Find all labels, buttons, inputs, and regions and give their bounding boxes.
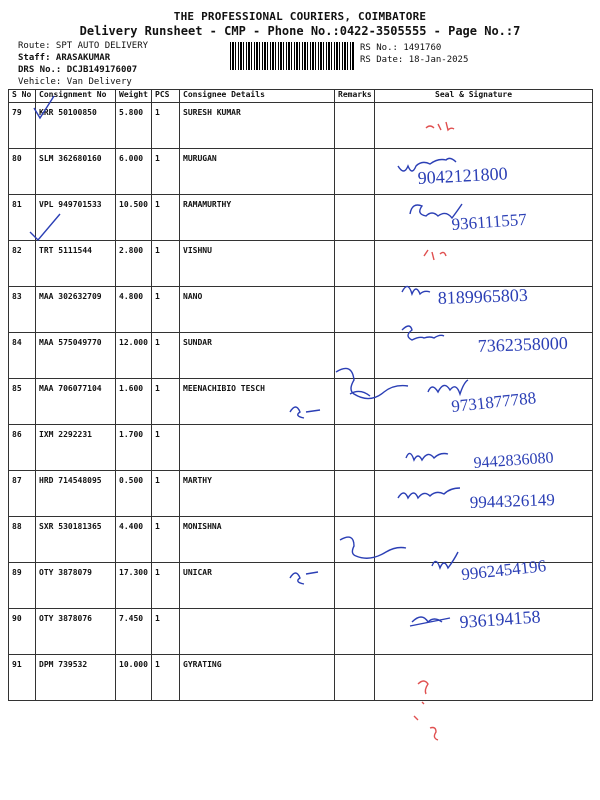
pcs-cell: 1 (152, 333, 180, 379)
sno-cell: 80 (9, 149, 36, 195)
sno-cell: 84 (9, 333, 36, 379)
signature-cell (375, 241, 593, 287)
consignee-cell: MONISHNA (180, 517, 335, 563)
sno-cell: 83 (9, 287, 36, 333)
table-row (9, 425, 593, 471)
signature-cell (375, 655, 593, 701)
remarks-cell (335, 195, 375, 241)
consignment-cell: HRD 714548095 (36, 471, 116, 517)
company-title: THE PROFESSIONAL COURIERS, COIMBATORE (173, 10, 427, 23)
sno-cell: 82 (9, 241, 36, 287)
sno-cell: 87 (9, 471, 36, 517)
sno-cell: 90 (9, 609, 36, 655)
table-row (9, 471, 593, 517)
col-consignment: Consignment No (36, 90, 116, 103)
runsheet-table (8, 89, 593, 701)
route-label: Route: SPT AUTO DELIVERY (18, 41, 149, 51)
weight-cell: 10.500 (116, 195, 152, 241)
runsheet-info-left (18, 40, 148, 88)
pcs-cell: 1 (152, 609, 180, 655)
handwritten-phone: 9042121800 (417, 163, 509, 188)
handwritten-phone: 936194158 (458, 606, 542, 632)
signature-cell (375, 563, 593, 609)
table-row (9, 333, 593, 379)
pcs-cell: 1 (152, 471, 180, 517)
weight-cell: 2.800 (116, 241, 152, 287)
consignee-cell: MEENACHIBIO TESCH (180, 379, 335, 425)
sno-cell: 91 (9, 655, 36, 701)
consignee-cell: RAMAMURTHY (180, 195, 335, 241)
handwritten-phone: 9731877788 (450, 388, 537, 416)
col-remarks: Remarks (335, 90, 375, 103)
table-row (9, 241, 593, 287)
handwritten-phone: 936111557 (450, 209, 528, 234)
sno-cell: 79 (9, 103, 36, 149)
remarks-cell (335, 517, 375, 563)
handwritten-phone: 8189965803 (437, 284, 529, 308)
consignment-cell: MAA 706077104 (36, 379, 116, 425)
weight-cell: 10.000 (116, 655, 152, 701)
rs-date: RS Date: 18-Jan-2025 (360, 55, 469, 65)
consignment-cell: TRT 5111544 (36, 241, 116, 287)
consignment-cell: OTY 3878076 (36, 609, 116, 655)
pcs-cell: 1 (152, 103, 180, 149)
remarks-cell (335, 609, 375, 655)
signature-cell (375, 425, 593, 471)
col-pcs: PCS (152, 90, 180, 103)
col-signature: Seal & Signature (375, 90, 593, 103)
sno-cell: 89 (9, 563, 36, 609)
pcs-cell: 1 (152, 195, 180, 241)
weight-cell: 6.000 (116, 149, 152, 195)
pcs-cell: 1 (152, 655, 180, 701)
consignee-cell: SUNDAR (180, 333, 335, 379)
handwritten-phone: 9442836080 (473, 449, 555, 472)
drs-label: DRS No.: DCJB149176007 (18, 65, 138, 75)
table-row (9, 195, 593, 241)
table-row (9, 609, 593, 655)
pcs-cell: 1 (152, 149, 180, 195)
vehicle-label: Vehicle: Van Delivery (18, 77, 132, 87)
consignment-cell: SLM 362680160 (36, 149, 116, 195)
rs-number: RS No.: 1491760 (360, 43, 442, 53)
consignee-cell: GYRATING (180, 655, 335, 701)
table-row (9, 379, 593, 425)
weight-cell: 4.400 (116, 517, 152, 563)
sno-cell: 85 (9, 379, 36, 425)
staff-label: Staff: ARASAKUMAR (18, 53, 111, 63)
consignee-cell: MARTHY (180, 471, 335, 517)
sno-cell: 88 (9, 517, 36, 563)
pcs-cell: 1 (152, 517, 180, 563)
handwritten-phone: 9944326149 (469, 490, 556, 512)
consignment-cell: IXM 2292231 (36, 425, 116, 471)
consignment-cell: VPL 949701533 (36, 195, 116, 241)
consignee-cell: NANO (180, 287, 335, 333)
weight-cell: 1.700 (116, 425, 152, 471)
remarks-cell (335, 655, 375, 701)
scribble-mark (414, 716, 438, 740)
consignee-cell: VISHNU (180, 241, 335, 287)
sno-cell: 86 (9, 425, 36, 471)
consignment-cell: OTY 3878079 (36, 563, 116, 609)
pcs-cell: 1 (152, 563, 180, 609)
table-row (9, 103, 593, 149)
weight-cell: 17.300 (116, 563, 152, 609)
consignment-cell: SXR 530181365 (36, 517, 116, 563)
col-weight: Weight (116, 90, 152, 103)
consignment-cell: DPM 739532 (36, 655, 116, 701)
weight-cell: 4.800 (116, 287, 152, 333)
consignee-cell (180, 609, 335, 655)
consignee-cell: UNICAR (180, 563, 335, 609)
pcs-cell: 1 (152, 287, 180, 333)
col-sno: S No (9, 90, 36, 103)
table-row (9, 563, 593, 609)
remarks-cell (335, 333, 375, 379)
consignment-cell: MAA 302632709 (36, 287, 116, 333)
signature-cell (375, 284, 593, 333)
remarks-cell (335, 471, 375, 517)
table-header-row (9, 90, 593, 103)
col-consignee: Consignee Details (180, 90, 335, 103)
consignee-cell: SURESH KUMAR (180, 103, 335, 149)
signature-cell (375, 471, 593, 517)
remarks-cell (335, 149, 375, 195)
weight-cell: 0.500 (116, 471, 152, 517)
consignment-cell: MAA 575049770 (36, 333, 116, 379)
signature-cell (375, 333, 593, 379)
pcs-cell: 1 (152, 241, 180, 287)
signature-cell (375, 517, 593, 563)
consignment-cell: KRR 50100850 (36, 103, 116, 149)
remarks-cell (335, 379, 375, 425)
consignee-cell: MURUGAN (180, 149, 335, 195)
pcs-cell: 1 (152, 425, 180, 471)
handwritten-phone: 7362358000 (477, 332, 569, 356)
table-row (9, 655, 593, 701)
remarks-cell (335, 425, 375, 471)
signature-cell (375, 195, 593, 241)
table-row (9, 287, 593, 333)
barcode (230, 42, 354, 70)
signature-cell (375, 609, 593, 655)
remarks-cell (335, 563, 375, 609)
weight-cell: 12.000 (116, 333, 152, 379)
table-row (9, 517, 593, 563)
signature-cell (375, 149, 593, 195)
table-row (9, 149, 593, 195)
weight-cell: 5.800 (116, 103, 152, 149)
remarks-cell (335, 103, 375, 149)
pcs-cell: 1 (152, 379, 180, 425)
remarks-cell (335, 287, 375, 333)
weight-cell: 7.450 (116, 609, 152, 655)
handwritten-phone: 9962454196 (460, 556, 547, 584)
consignee-cell (180, 425, 335, 471)
sno-cell: 81 (9, 195, 36, 241)
signature-cell (375, 103, 593, 149)
runsheet-info-right (360, 42, 468, 66)
signature-cell (375, 379, 593, 425)
runsheet-title: Delivery Runsheet - CMP - Phone No.:0422-3505555 - Page No.:7 (79, 24, 521, 38)
weight-cell: 1.600 (116, 379, 152, 425)
remarks-cell (335, 241, 375, 287)
